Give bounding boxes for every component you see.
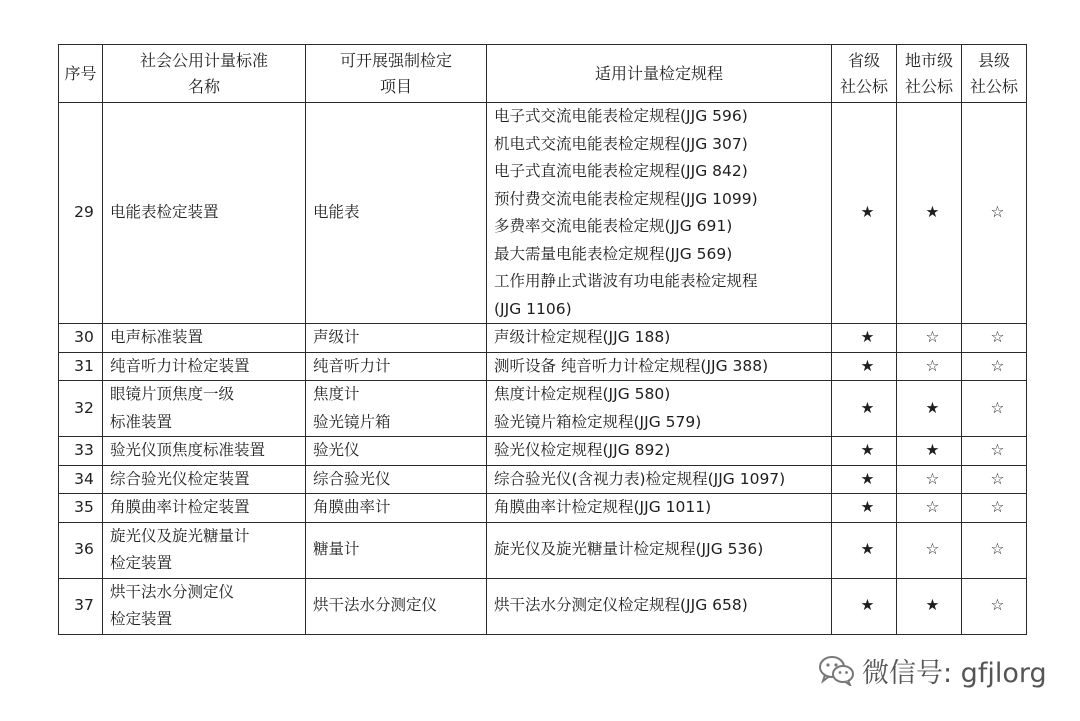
standard-name	[103, 437, 306, 466]
regulation-line: 最大需量电能表检定规程(JJG 569)	[494, 244, 733, 263]
table-row	[59, 522, 1027, 578]
row-number: 37	[59, 578, 103, 634]
table-body	[59, 103, 1027, 635]
header-county-line1: 县级	[977, 50, 1010, 70]
verification-items	[306, 465, 487, 494]
row-number: 36	[59, 522, 103, 578]
table-row	[59, 578, 1027, 634]
city-level-mark: ☆	[897, 352, 962, 381]
verification-items	[306, 324, 487, 353]
row-number: 30	[59, 324, 103, 353]
watermark	[818, 650, 1047, 690]
regulation-line: 角膜曲率计检定规程(JJG 1011)	[494, 498, 712, 516]
verification-items	[306, 352, 487, 381]
table-row	[59, 103, 1027, 324]
standard-name	[103, 103, 306, 324]
table-row	[59, 494, 1027, 523]
watermark-text: 微信号: gfjlorg	[862, 657, 1047, 689]
verification-item-line: 综合验光仪	[313, 469, 391, 488]
header-name	[103, 45, 306, 103]
verification-item-line: 焦度计	[313, 385, 360, 403]
standard-name	[103, 494, 306, 523]
standard-name-line: 纯音听力计检定装置	[110, 356, 250, 375]
regulations	[487, 465, 832, 494]
table-row	[59, 437, 1027, 466]
county-level-mark: ☆	[962, 324, 1027, 353]
table-row	[59, 352, 1027, 381]
regulations	[487, 381, 832, 437]
header-seq: 序号	[59, 45, 103, 103]
city-level-mark: ☆	[897, 494, 962, 523]
prov-level-mark: ★	[832, 578, 897, 634]
row-number: 29	[59, 103, 103, 324]
county-level-mark: ☆	[962, 352, 1027, 381]
regulation-line: 验光镜片箱检定规程(JJG 579)	[494, 412, 702, 431]
prov-level-mark: ★	[832, 494, 897, 523]
regulations	[487, 324, 832, 353]
standard-name-line: 角膜曲率计检定装置	[110, 498, 250, 516]
county-level-mark: ☆	[962, 578, 1027, 634]
regulation-line: 工作用静止式谐波有功电能表检定规程	[494, 272, 758, 290]
city-level-mark: ★	[897, 437, 962, 466]
standard-name-line: 电声标准装置	[110, 328, 204, 346]
county-level-mark: ☆	[962, 494, 1027, 523]
verification-items	[306, 522, 487, 578]
header-prov-line2: 社公标	[839, 76, 888, 96]
row-number: 33	[59, 437, 103, 466]
prov-level-mark: ★	[832, 103, 897, 324]
standard-name	[103, 324, 306, 353]
header-items-line1: 可开展强制检定	[339, 50, 452, 70]
table-row	[59, 381, 1027, 437]
county-level-mark: ☆	[962, 465, 1027, 494]
standard-name-line: 电能表检定装置	[110, 203, 219, 222]
regulations	[487, 352, 832, 381]
verification-items	[306, 578, 487, 634]
standard-name-line: 眼镜片顶焦度一级	[110, 385, 235, 403]
regulation-line: 多费率交流电能表检定规(JJG 691)	[494, 217, 733, 235]
header-prov-line1: 省级	[847, 50, 880, 70]
table-row	[59, 324, 1027, 353]
header-regs: 适用计量检定规程	[487, 45, 832, 103]
header-county	[962, 45, 1027, 103]
standard-name-line: 验光仪顶焦度标准装置	[110, 441, 266, 459]
verification-item-line: 声级计	[313, 328, 360, 346]
wechat-icon	[818, 654, 856, 686]
prov-level-mark: ★	[832, 465, 897, 494]
standard-name-line: 标准装置	[110, 412, 173, 431]
verification-items	[306, 494, 487, 523]
header-prov	[832, 45, 897, 103]
county-level-mark: ☆	[962, 437, 1027, 466]
regulations	[487, 578, 832, 634]
verification-items	[306, 381, 487, 437]
city-level-mark: ☆	[897, 465, 962, 494]
city-level-mark: ☆	[897, 324, 962, 353]
header-city-line1: 地市级	[904, 50, 953, 70]
standard-name	[103, 522, 306, 578]
county-level-mark: ☆	[962, 381, 1027, 437]
standard-name-line: 烘干法水分测定仪	[110, 582, 235, 601]
header-items-line2: 项目	[379, 76, 412, 96]
city-level-mark: ★	[897, 103, 962, 324]
regulations	[487, 522, 832, 578]
header-items	[306, 45, 487, 103]
verification-item-line: 糖量计	[313, 540, 360, 559]
regulation-line: 烘干法水分测定仪检定规程(JJG 658)	[494, 596, 748, 615]
standard-name-line: 检定装置	[110, 610, 173, 628]
standards-table	[58, 44, 1027, 635]
header-county-line2: 社公标	[969, 76, 1018, 96]
standard-name	[103, 465, 306, 494]
row-number: 31	[59, 352, 103, 381]
verification-item-line: 角膜曲率计	[313, 498, 391, 516]
header-name-line1: 社会公用计量标准	[139, 50, 268, 70]
regulation-line: 综合验光仪(含视力表)检定规程(JJG 1097)	[494, 469, 786, 488]
regulation-line: 预付费交流电能表检定规程(JJG 1099)	[494, 189, 758, 208]
row-number: 32	[59, 381, 103, 437]
prov-level-mark: ★	[832, 381, 897, 437]
verification-item-line: 验光仪	[313, 441, 360, 459]
regulations	[487, 494, 832, 523]
regulation-line: 测听设备 纯音听力计检定规程(JJG 388)	[494, 356, 769, 375]
row-number: 35	[59, 494, 103, 523]
verification-item-line: 纯音听力计	[313, 356, 391, 375]
prov-level-mark: ★	[832, 352, 897, 381]
county-level-mark: ☆	[962, 103, 1027, 324]
prov-level-mark: ★	[832, 324, 897, 353]
regulation-line: 声级计检定规程(JJG 188)	[494, 328, 671, 346]
prov-level-mark: ★	[832, 522, 897, 578]
regulation-line: 电子式直流电能表检定规程(JJG 842)	[494, 162, 748, 180]
standard-name	[103, 352, 306, 381]
standard-name-line: 旋光仪及旋光糖量计	[110, 526, 250, 545]
city-level-mark: ★	[897, 381, 962, 437]
header-city	[897, 45, 962, 103]
header-city-line2: 社公标	[904, 76, 953, 96]
verification-items	[306, 437, 487, 466]
regulation-line: 验光仪检定规程(JJG 892)	[494, 441, 671, 459]
verification-items	[306, 103, 487, 324]
regulation-line: 电子式交流电能表检定规程(JJG 596)	[494, 107, 748, 125]
prov-level-mark: ★	[832, 437, 897, 466]
regulation-line: 焦度计检定规程(JJG 580)	[494, 385, 671, 403]
regulation-line: 机电式交流电能表检定规程(JJG 307)	[494, 134, 748, 153]
regulation-line: (JJG 1106)	[494, 299, 572, 318]
standard-name-line: 检定装置	[110, 554, 173, 572]
header-name-line2: 名称	[187, 76, 220, 96]
verification-item-line: 烘干法水分测定仪	[313, 596, 438, 615]
regulations	[487, 103, 832, 324]
header-row	[59, 45, 1027, 103]
standard-name	[103, 381, 306, 437]
table-row	[59, 465, 1027, 494]
standard-name	[103, 578, 306, 634]
county-level-mark: ☆	[962, 522, 1027, 578]
city-level-mark: ☆	[897, 522, 962, 578]
verification-item-line: 电能表	[313, 203, 360, 222]
regulation-line: 旋光仪及旋光糖量计检定规程(JJG 536)	[494, 540, 764, 559]
regulations	[487, 437, 832, 466]
row-number: 34	[59, 465, 103, 494]
standard-name-line: 综合验光仪检定装置	[110, 469, 250, 488]
verification-item-line: 验光镜片箱	[313, 412, 391, 431]
city-level-mark: ★	[897, 578, 962, 634]
